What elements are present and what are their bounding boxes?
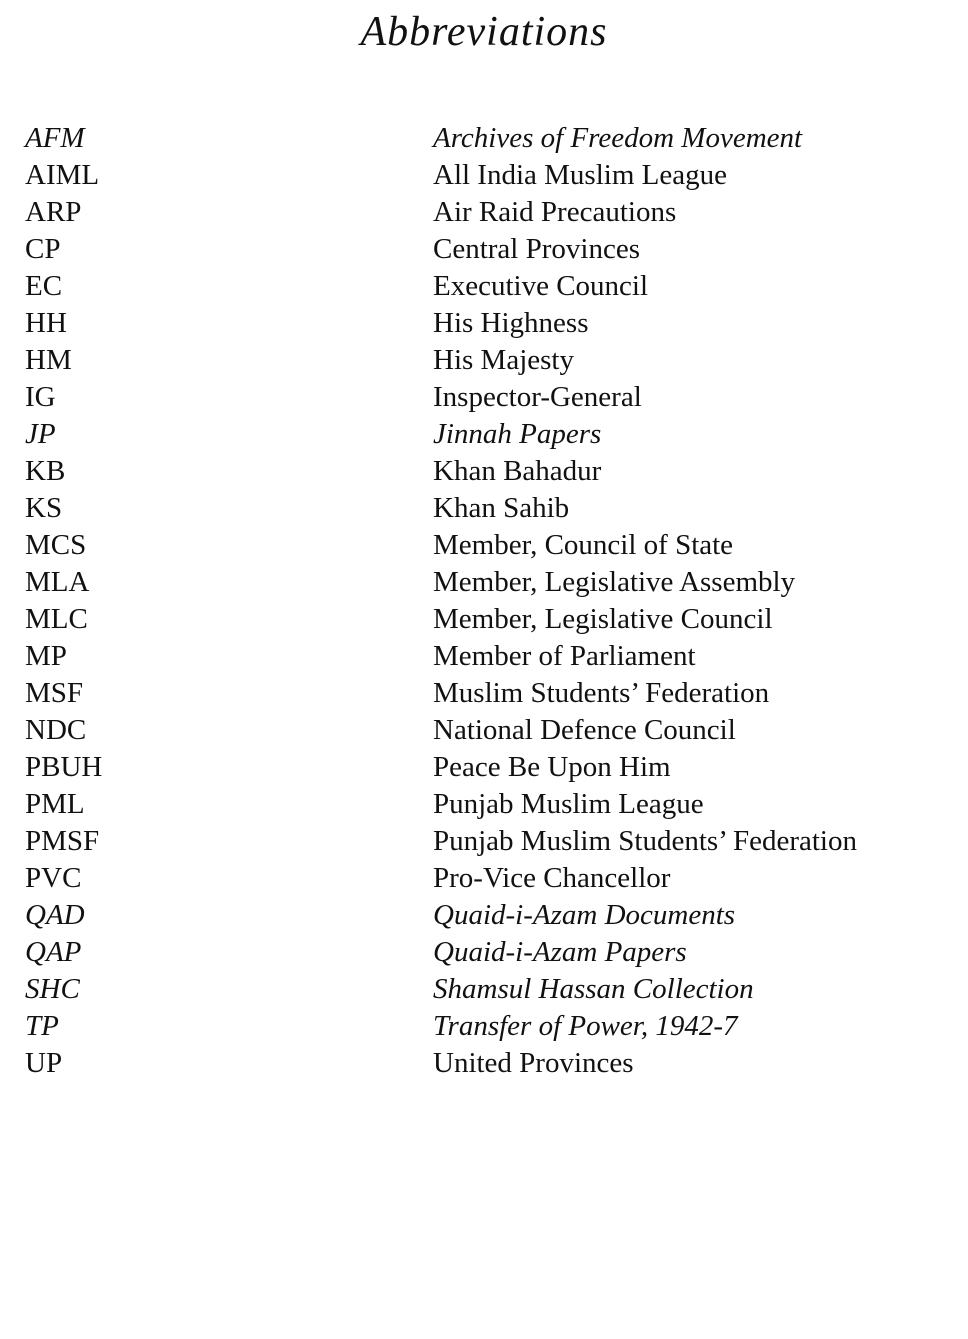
abbreviation-meaning: All India Muslim League: [433, 159, 727, 191]
abbreviation-term: SHC: [25, 973, 80, 1005]
abbreviation-meaning: Punjab Muslim Students’ Federation: [433, 825, 857, 857]
abbreviation-row: [0, 564, 968, 601]
abbreviation-meaning: Air Raid Precautions: [433, 196, 677, 228]
abbreviation-row: [0, 638, 968, 675]
abbreviation-term: MP: [25, 640, 67, 672]
abbreviation-meaning: Khan Sahib: [433, 492, 570, 524]
abbreviation-term: TP: [25, 1010, 59, 1042]
abbreviation-meaning: Member, Legislative Council: [433, 603, 773, 635]
abbreviation-row: [0, 1008, 968, 1045]
abbreviation-meaning: Archives of Freedom Movement: [433, 122, 803, 154]
abbreviation-term: UP: [25, 1047, 63, 1079]
abbreviation-term: PVC: [25, 862, 82, 894]
abbreviation-meaning: United Provinces: [433, 1047, 634, 1079]
abbreviation-term: MLC: [25, 603, 88, 635]
abbreviation-row: [0, 749, 968, 786]
abbreviation-row: [0, 971, 968, 1008]
abbreviation-row: [0, 860, 968, 897]
abbreviation-row: [0, 268, 968, 305]
abbreviation-term: IG: [25, 381, 56, 413]
abbreviation-row: [0, 379, 968, 416]
abbreviation-meaning: Transfer of Power, 1942-7: [433, 1010, 738, 1042]
abbreviation-meaning: Member of Parliament: [433, 640, 696, 672]
abbreviation-list: [0, 120, 968, 1082]
abbreviation-meaning: Peace Be Upon Him: [433, 751, 671, 783]
abbreviation-term: HM: [25, 344, 72, 376]
abbreviation-term: CP: [25, 233, 61, 265]
page-title: Abbreviations: [360, 9, 608, 55]
abbreviation-term: HH: [25, 307, 67, 339]
abbreviation-meaning: Quaid-i-Azam Documents: [433, 899, 736, 931]
abbreviation-meaning: Executive Council: [433, 270, 649, 302]
abbreviation-row: [0, 675, 968, 712]
abbreviation-meaning: Shamsul Hassan Collection: [433, 973, 754, 1005]
abbreviation-term: MSF: [25, 677, 84, 709]
abbreviation-meaning: Jinnah Papers: [433, 418, 602, 450]
abbreviation-meaning: Quaid-i-Azam Papers: [433, 936, 687, 968]
abbreviation-meaning: Member, Legislative Assembly: [433, 566, 796, 598]
abbreviation-row: [0, 490, 968, 527]
abbreviation-term: PBUH: [25, 751, 103, 783]
abbreviation-term: MLA: [25, 566, 90, 598]
abbreviation-row: [0, 305, 968, 342]
abbreviation-term: JP: [25, 418, 56, 450]
abbreviation-term: AIML: [25, 159, 100, 191]
abbreviation-term: MCS: [25, 529, 87, 561]
abbreviation-meaning: Punjab Muslim League: [433, 788, 704, 820]
abbreviation-row: [0, 120, 968, 157]
abbreviation-row: [0, 823, 968, 860]
abbreviation-term: QAP: [25, 936, 82, 968]
abbreviation-row: [0, 231, 968, 268]
abbreviation-term: EC: [25, 270, 63, 302]
abbreviation-term: NDC: [25, 714, 87, 746]
abbreviation-term: KB: [25, 455, 66, 487]
abbreviation-meaning: Pro-Vice Chancellor: [433, 862, 671, 894]
abbreviation-row: [0, 601, 968, 638]
abbreviation-row: [0, 342, 968, 379]
abbreviation-row: [0, 897, 968, 934]
abbreviation-meaning: National Defence Council: [433, 714, 736, 746]
abbreviation-row: [0, 712, 968, 749]
abbreviation-term: PML: [25, 788, 85, 820]
abbreviation-term: ARP: [25, 196, 82, 228]
abbreviation-meaning: Inspector-General: [433, 381, 642, 413]
abbreviation-row: [0, 194, 968, 231]
abbreviation-meaning: His Majesty: [433, 344, 574, 376]
abbreviation-meaning: Central Provinces: [433, 233, 640, 265]
abbreviation-meaning: Muslim Students’ Federation: [433, 677, 770, 709]
abbreviation-row: [0, 453, 968, 490]
abbreviation-row: [0, 1045, 968, 1082]
abbreviation-term: PMSF: [25, 825, 100, 857]
abbreviation-row: [0, 416, 968, 453]
abbreviation-meaning: Member, Council of State: [433, 529, 734, 561]
abbreviation-term: QAD: [25, 899, 85, 931]
abbreviation-meaning: His Highness: [433, 307, 589, 339]
abbreviation-term: AFM: [25, 122, 85, 154]
abbreviation-row: [0, 157, 968, 194]
abbreviation-row: [0, 786, 968, 823]
abbreviation-row: [0, 934, 968, 971]
abbreviation-row: [0, 527, 968, 564]
abbreviation-term: KS: [25, 492, 63, 524]
abbreviation-meaning: Khan Bahadur: [433, 455, 602, 487]
